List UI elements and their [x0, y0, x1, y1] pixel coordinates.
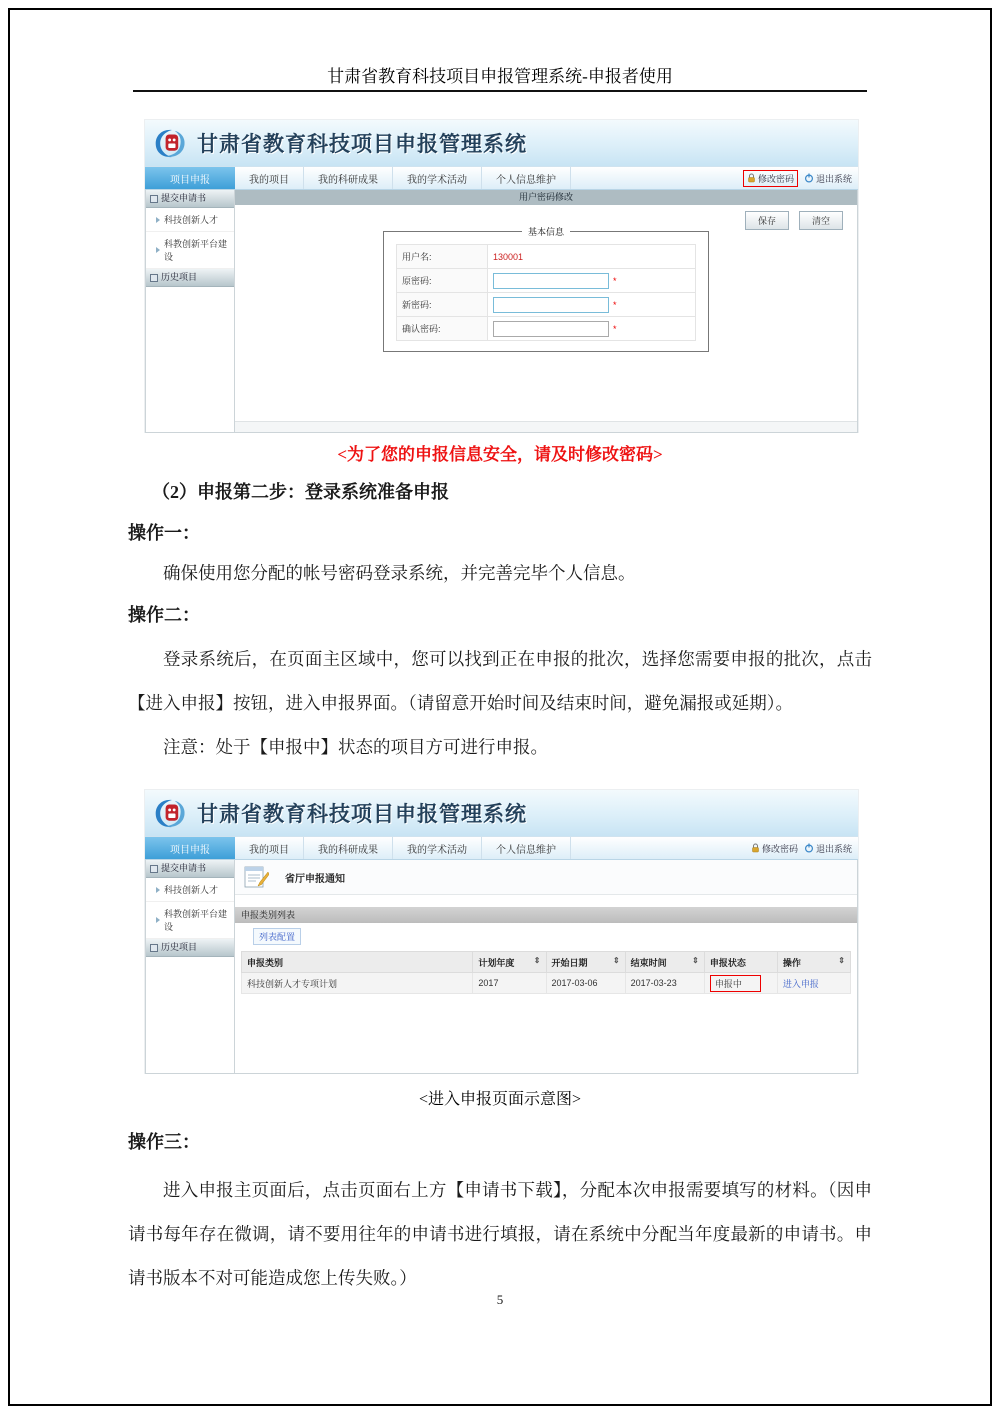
nav-right-group: [751, 837, 858, 859]
arrow-bullet-icon: [156, 917, 160, 923]
tab-project-apply[interactable]: 项目申报: [145, 837, 235, 859]
table-row: [397, 269, 696, 293]
tab-personal-info[interactable]: 个人信息维护: [482, 167, 571, 189]
app-title: 甘肃省教育科技项目申报管理系统: [197, 803, 527, 826]
tab-my-academic[interactable]: 我的学术活动: [393, 167, 482, 189]
panel-footer: [235, 421, 857, 432]
sidebar-section-submit[interactable]: 提交申请书: [146, 190, 234, 208]
confirm-password-input[interactable]: [493, 321, 609, 337]
change-password-label: 修改密码: [757, 173, 794, 184]
nav-bar: [145, 837, 858, 860]
cell-action: [777, 973, 850, 994]
section-icon: [150, 195, 158, 203]
logo-icon: [153, 798, 189, 829]
sort-icon[interactable]: ⇕: [533, 955, 541, 965]
section-icon: [150, 274, 158, 282]
col-category: 申报类别: [242, 952, 473, 973]
logout-button[interactable]: [804, 172, 852, 185]
sidebar-section-history[interactable]: 历史项目: [146, 939, 234, 957]
table-row: [397, 293, 696, 317]
col-start-date: 开始日期 ⇕: [546, 952, 625, 973]
sort-icon[interactable]: ⇕: [692, 955, 699, 965]
notice-bar: [235, 860, 857, 895]
required-mark: *: [613, 275, 617, 286]
power-icon: [804, 173, 814, 183]
username-value: 130001: [493, 251, 524, 262]
lock-icon: [751, 843, 760, 853]
notice-icon: [243, 865, 269, 889]
change-password-label: 修改密码: [761, 843, 798, 854]
table-row: [397, 317, 696, 341]
required-mark: *: [613, 323, 617, 334]
old-password-label: 原密码:: [397, 269, 488, 293]
nav-bar: [145, 167, 858, 190]
logout-button[interactable]: [804, 842, 852, 855]
table-row: [397, 245, 696, 269]
change-password-button[interactable]: [743, 170, 798, 187]
arrow-bullet-icon: [156, 887, 160, 893]
tab-my-research[interactable]: 我的科研成果: [304, 837, 393, 859]
enter-apply-link[interactable]: 进入申报: [782, 978, 819, 989]
section-heading: （2）申报第二步：登录系统准备申报: [152, 482, 449, 502]
fieldset-legend: 基本信息: [527, 227, 564, 237]
col-status: 申报状态: [704, 952, 777, 973]
tab-my-research[interactable]: 我的科研成果: [304, 167, 393, 189]
sidebar-section-history[interactable]: 历史项目: [146, 269, 234, 287]
sidebar: [145, 190, 235, 433]
old-password-input[interactable]: [493, 273, 609, 289]
op3-block: [128, 1168, 872, 1300]
table-header-row: [242, 952, 851, 973]
sort-icon[interactable]: ⇕: [612, 955, 620, 965]
op3-label: 操作三：: [128, 1132, 200, 1152]
status-badge: 申报中: [710, 975, 761, 992]
cell-start-date: 2017-03-06: [546, 973, 625, 994]
header-rule: [133, 90, 867, 92]
logout-label: 退出系统: [815, 173, 852, 184]
basic-info-fieldset: [383, 225, 709, 352]
screenshot-password-change: [145, 120, 858, 432]
power-icon: [804, 843, 814, 853]
change-password-button[interactable]: [751, 842, 798, 855]
col-plan-year: 计划年度 ⇕: [473, 952, 546, 973]
op2-paragraph: 登录系统后，在页面主区域中，您可以找到正在申报的批次，选择您需要申报的批次，点击【进入申报】按钮，进入申报界面。（请留意开始时间及结束时间，避免漏报或延期）。: [128, 649, 872, 713]
app-title: 甘肃省教育科技项目申报管理系统: [197, 133, 527, 156]
cell-category: 科技创新人才专项计划: [242, 973, 473, 994]
screenshot-caption: <进入申报页面示意图>: [418, 1091, 582, 1108]
cell-plan-year: 2017: [473, 973, 546, 994]
screenshot-apply-list: [145, 790, 858, 1073]
sidebar-item-platform[interactable]: 科教创新平台建设: [146, 902, 234, 939]
op2-label: 操作二：: [128, 605, 200, 625]
save-button[interactable]: 保存: [745, 211, 789, 230]
list-config-link[interactable]: 列表配置: [253, 928, 301, 945]
logo-icon: [153, 128, 189, 159]
cell-status: [704, 973, 777, 994]
doc-header-title: 甘肃省教育科技项目申报管理系统-申报者使用: [327, 67, 673, 86]
main-panel: [235, 190, 858, 433]
arrow-bullet-icon: [156, 247, 160, 253]
tab-my-academic[interactable]: 我的学术活动: [393, 837, 482, 859]
new-password-input[interactable]: [493, 297, 609, 313]
sidebar-item-innovation-talent[interactable]: 科技创新人才: [146, 878, 234, 902]
section-icon: [150, 865, 158, 873]
new-password-label: 新密码:: [397, 293, 488, 317]
page-number: 5: [496, 1292, 504, 1307]
tab-my-projects[interactable]: 我的项目: [235, 837, 304, 859]
required-mark: *: [613, 299, 617, 310]
col-end-date: 结束时间 ⇕: [625, 952, 704, 973]
sidebar-item-innovation-talent[interactable]: 科技创新人才: [146, 208, 234, 232]
app-logo-bar: [145, 120, 858, 167]
sidebar-section-submit[interactable]: 提交申请书: [146, 860, 234, 878]
clear-button[interactable]: 清空: [799, 211, 843, 230]
sidebar-item-platform[interactable]: 科教创新平台建设: [146, 232, 234, 269]
nav-right-group: [743, 167, 858, 189]
op3-paragraph: 进入申报主页面后，点击页面右上方【申请书下载】，分配本次申报需要填写的材料。（因申请书每年存在微调，请不要用往年的申请书进行填报，请在系统中分配当年度最新的申请书。申请书版本不对可能造成您上传失败。）: [128, 1180, 872, 1288]
logout-label: 退出系统: [815, 843, 852, 854]
notice-title: 省厅申报通知: [285, 873, 345, 885]
op2-note: 注意：处于【申报中】状态的项目方可进行申报。: [163, 737, 548, 757]
sort-icon[interactable]: ⇕: [838, 955, 845, 965]
col-action: 操作 ⇕: [777, 952, 850, 973]
app-logo-bar: [145, 790, 858, 837]
list-bar-title: 申报类别列表: [235, 907, 857, 923]
lock-icon: [747, 173, 756, 183]
cell-end-date: 2017-03-23: [625, 973, 704, 994]
username-label: 用户名:: [397, 245, 488, 269]
op1-paragraph: 确保使用您分配的帐号密码登录系统，并完善完毕个人信息。: [163, 563, 636, 583]
tab-personal-info[interactable]: 个人信息维护: [482, 837, 571, 859]
sidebar: [145, 860, 235, 1074]
section-icon: [150, 944, 158, 952]
main-panel: [235, 860, 858, 1074]
tab-project-apply[interactable]: 项目申报: [145, 167, 235, 189]
password-tip-caption: <为了您的申报信息安全，请及时修改密码>: [337, 445, 663, 464]
tab-my-projects[interactable]: 我的项目: [235, 167, 304, 189]
confirm-password-label: 确认密码:: [397, 317, 488, 341]
op1-label: 操作一：: [128, 523, 200, 543]
apply-category-table: [241, 951, 851, 994]
table-row: [242, 973, 851, 994]
panel-title: 用户密码修改: [235, 190, 857, 205]
arrow-bullet-icon: [156, 217, 160, 223]
op2-block: [128, 637, 872, 769]
